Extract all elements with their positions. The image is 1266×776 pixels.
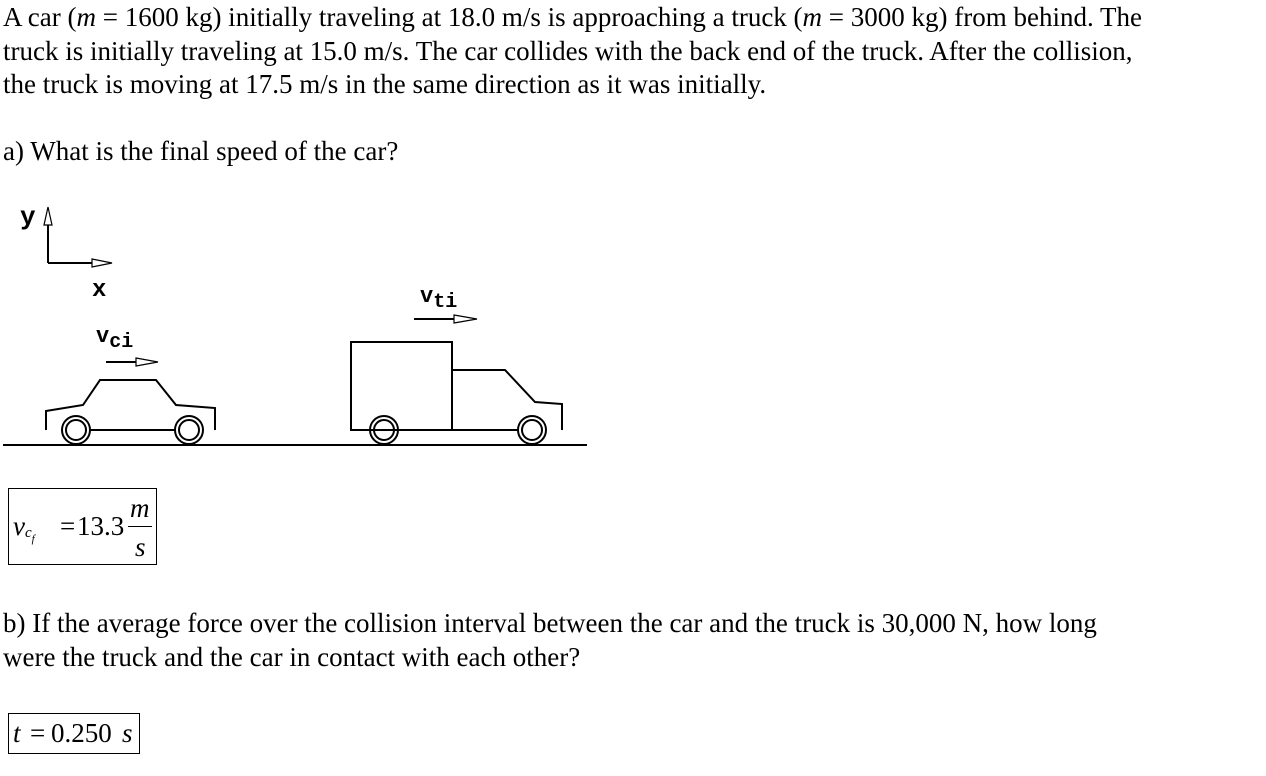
answer-b-value: 0.250: [51, 718, 112, 748]
truck-velocity-main: v: [420, 284, 434, 309]
car-icon: [46, 380, 215, 444]
car-velocity-sub: ci: [109, 331, 134, 354]
problem-text-a: A car (: [3, 2, 77, 32]
answer-a-sub-sub: f: [31, 533, 35, 545]
axes-icon: [48, 218, 100, 263]
problem-statement: [3, 1, 1142, 102]
question-a: a) What is the final speed of the car?: [3, 136, 399, 166]
truck-velocity-label: [420, 284, 457, 314]
x-axis-arrowhead: [92, 259, 112, 267]
answer-a-symbol: v: [13, 511, 25, 541]
collision-diagram: [0, 190, 600, 460]
problem-text-c: = 3000 kg) from behind. The: [822, 2, 1142, 32]
axis-x-label: x: [92, 277, 107, 304]
answer-b-equals: =: [30, 718, 46, 748]
fraction-bar: [128, 526, 152, 527]
answer-a-subscript: [25, 525, 35, 545]
question-b: [3, 607, 1097, 674]
problem-line-3: the truck is moving at 17.5 m/s in the same direction as it was initially.: [3, 69, 767, 99]
question-b-line-2: were the truck and the car in contact with each other?: [3, 641, 581, 672]
answer-a-equals: =: [60, 511, 76, 541]
answer-a-box: [8, 488, 157, 565]
answer-a-unit-denominator: s: [135, 532, 146, 562]
car-velocity-arrow-icon: [106, 358, 158, 366]
y-axis-arrowhead: [44, 207, 52, 225]
answer-b-unit: s: [122, 718, 133, 748]
problem-text-b: = 1600 kg) initially traveling at 18.0 m/s is approaching a truck (: [95, 2, 803, 32]
axis-y-label: y: [20, 202, 36, 232]
answer-b-symbol: t: [13, 718, 21, 748]
truck-icon: [351, 342, 562, 444]
car-velocity-label: [96, 324, 133, 354]
answer-a-value: 13.3: [77, 511, 125, 541]
answer-b-box: [8, 713, 140, 754]
answer-a-unit-numerator: m: [130, 493, 150, 523]
answer-a-sub-main: c: [25, 525, 32, 541]
mass-symbol-car: m: [76, 2, 96, 32]
question-b-line-1: b) If the average force over the collision interval between the car and the truck is 30,000 N, how long: [3, 608, 1097, 638]
problem-line-2: truck is initially traveling at 15.0 m/s. The car collides with the back end of the truck. After the collision,: [3, 35, 1133, 66]
truck-velocity-arrow-icon: [414, 315, 477, 323]
car-velocity-main: v: [96, 324, 110, 349]
truck-velocity-sub: ti: [433, 291, 458, 314]
mass-symbol-truck: m: [802, 2, 823, 32]
